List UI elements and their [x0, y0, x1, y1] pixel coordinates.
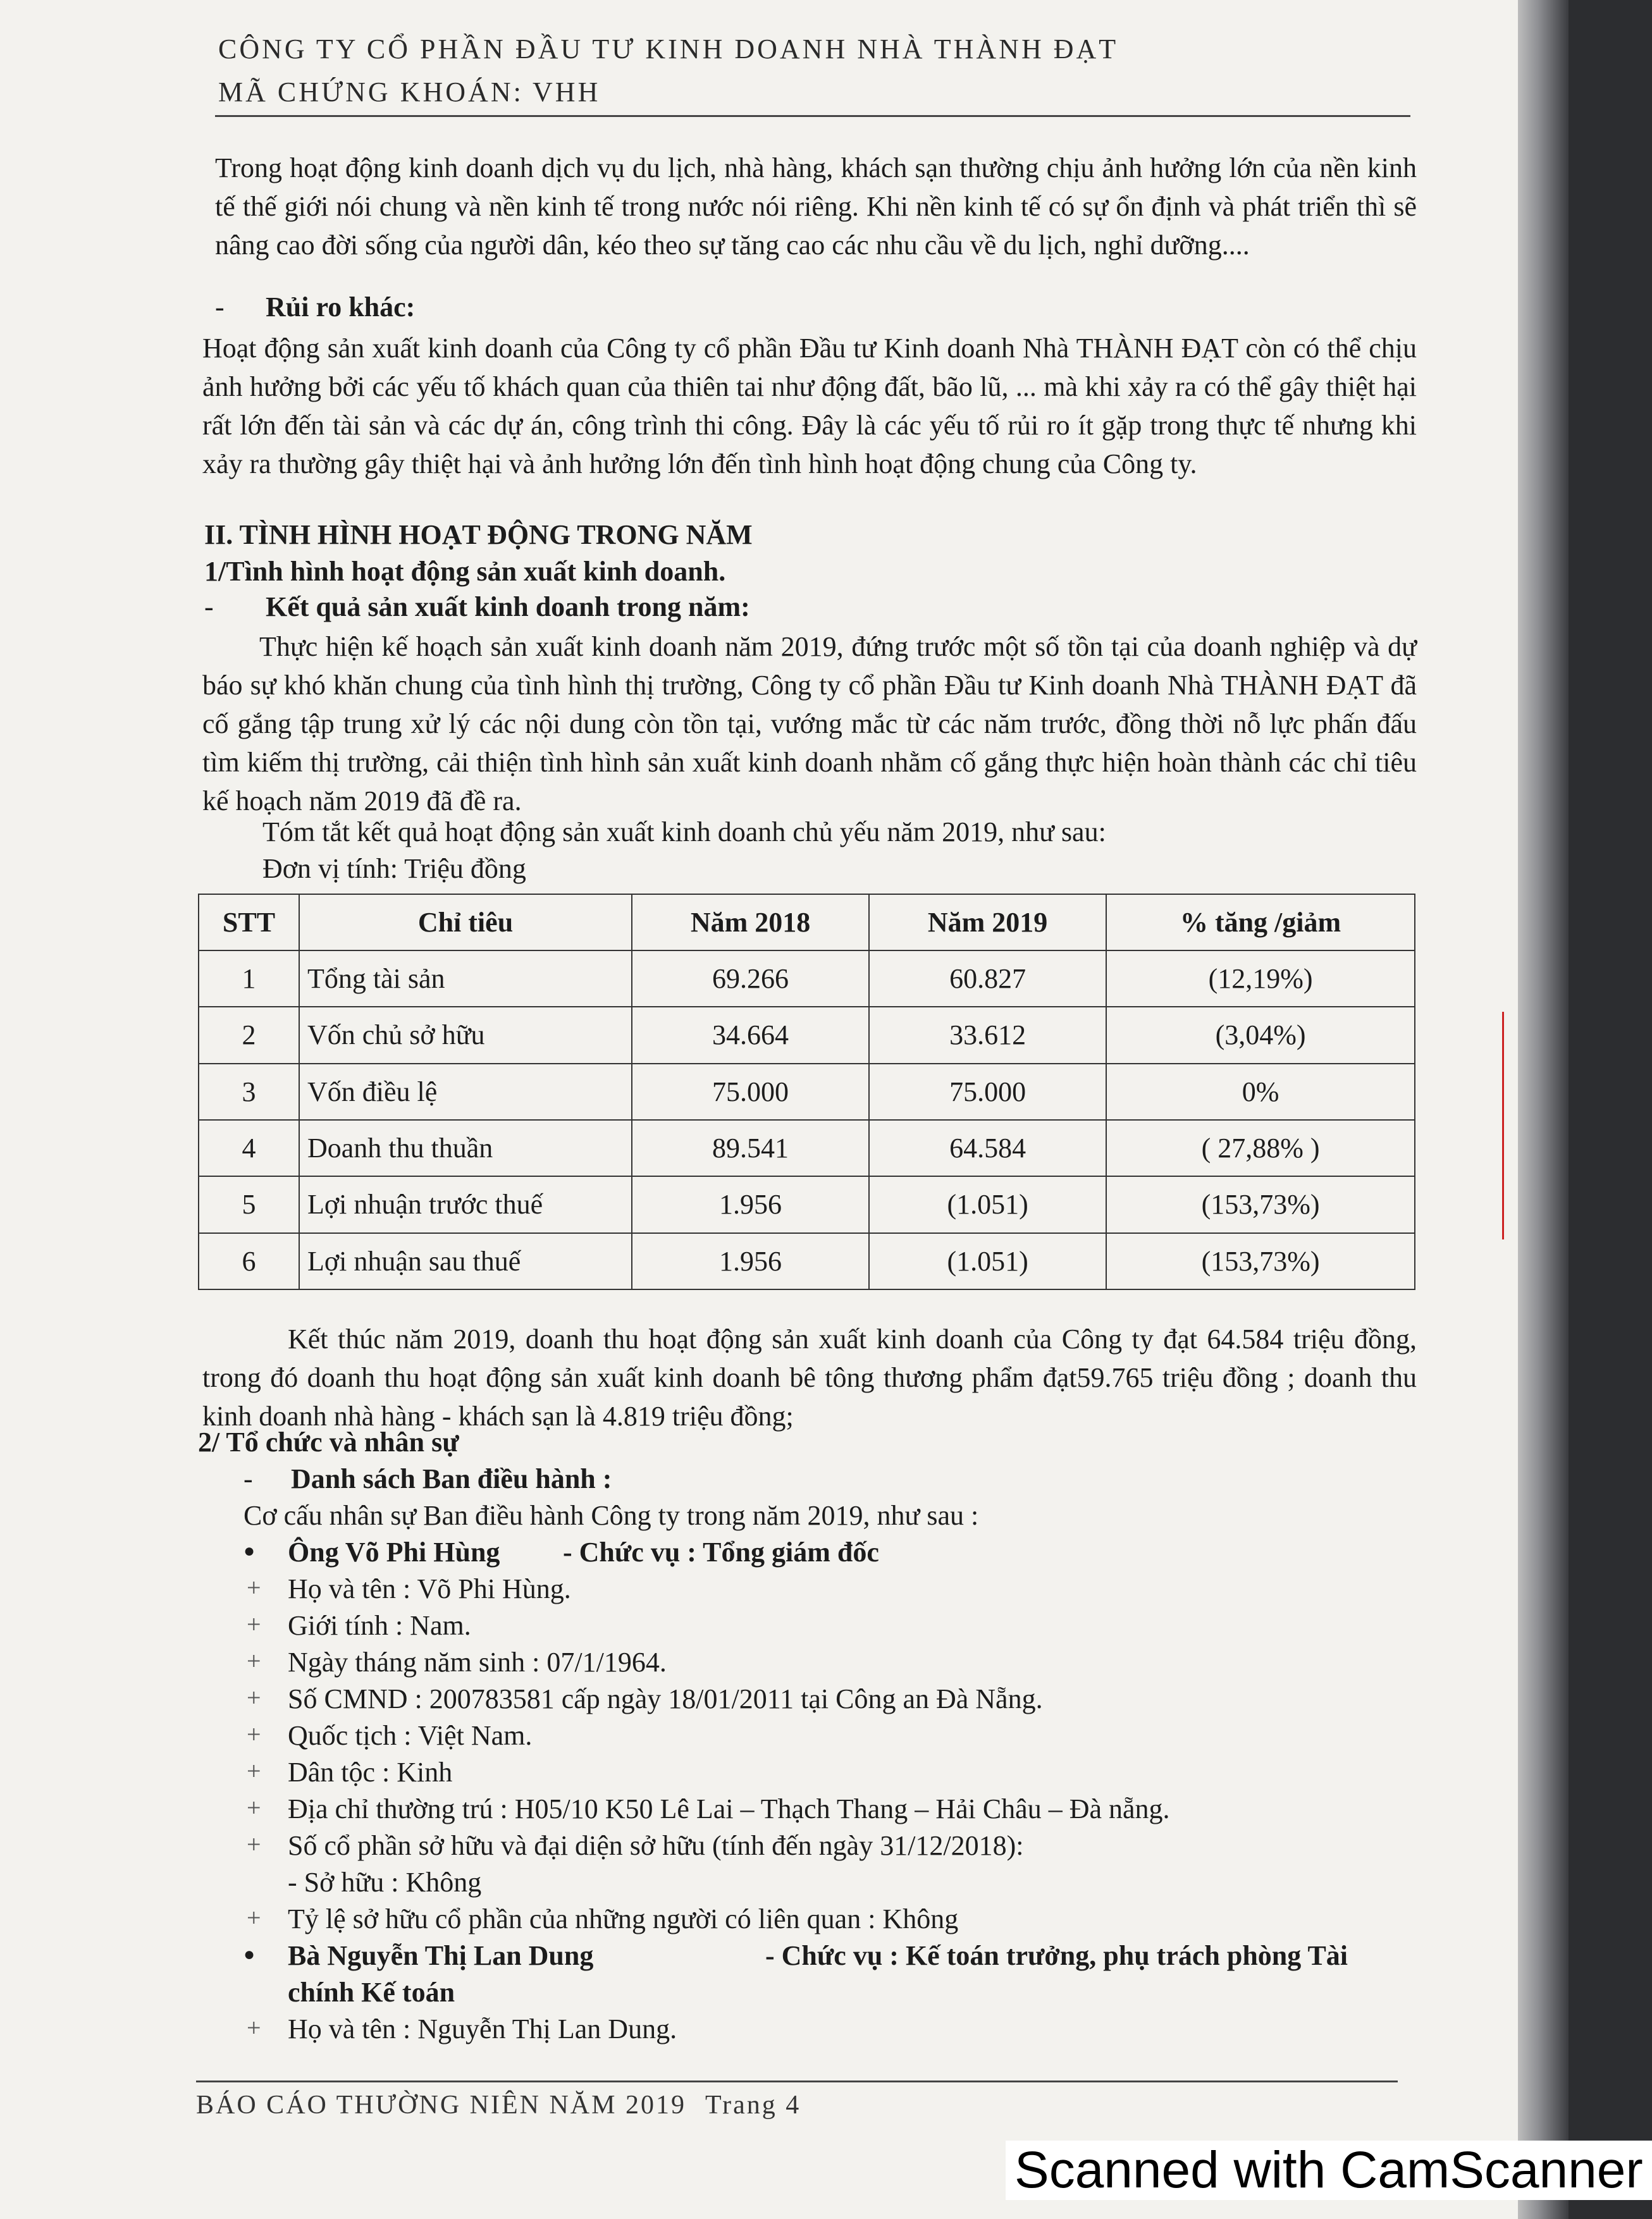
cell-2019: (1.051): [869, 1176, 1106, 1232]
header-divider: [215, 115, 1410, 117]
other-risk-bullet: -: [215, 292, 225, 323]
cell-stt: 3: [199, 1064, 299, 1120]
cell-2018: 89.541: [632, 1120, 869, 1176]
header-stt: STT: [199, 894, 299, 950]
cell-stt: 1: [199, 950, 299, 1007]
table-row: [199, 1176, 1415, 1232]
table-row: [199, 1007, 1415, 1063]
header-2019: Năm 2019: [869, 894, 1106, 950]
person1-related: Tỷ lệ sở hữu cổ phần của những người có liên quan : Không: [288, 1903, 959, 1934]
table-row: [199, 1233, 1415, 1289]
cell-2018: 34.664: [632, 1007, 869, 1063]
subsection-title: 1/Tình hình hoạt động sản xuất kinh doanh.: [204, 556, 726, 587]
detail-marker: +: [247, 1793, 261, 1822]
person1-owned: - Sở hữu : Không: [288, 1867, 482, 1898]
cell-2019: 33.612: [869, 1007, 1106, 1063]
section-title: II. TÌNH HÌNH HOẠT ĐỘNG TRONG NĂM: [204, 519, 753, 550]
table-header-row: [199, 894, 1415, 950]
cell-indicator: Lợi nhuận trước thuế: [299, 1176, 632, 1232]
person2-bullet: ●: [243, 1944, 256, 1965]
cell-2018: 69.266: [632, 950, 869, 1007]
cell-2019: 64.584: [869, 1120, 1106, 1176]
person1-detail: Địa chỉ thường trú : H05/10 K50 Lê Lai – Thạch Thang – Hải Châu – Đà nẵng.: [288, 1793, 1170, 1824]
stock-code: MÃ CHỨNG KHOÁN: VHH: [218, 77, 601, 108]
cell-indicator: Vốn điều lệ: [299, 1064, 632, 1120]
cell-indicator: Lợi nhuận sau thuế: [299, 1233, 632, 1289]
footer-page: Trang 4: [705, 2091, 801, 2120]
other-risk-title: Rủi ro khác:: [266, 292, 416, 323]
results-title: Kết quả sản xuất kinh doanh trong năm:: [266, 591, 750, 622]
header-change: % tăng /giảm: [1106, 894, 1415, 950]
board-title: Danh sách Ban điều hành :: [291, 1463, 612, 1494]
person2-role: - Chức vụ : Kế toán trưởng, phụ trách phòng Tài: [765, 1940, 1348, 1971]
person1-detail: Quốc tịch : Việt Nam.: [288, 1720, 533, 1751]
person1-detail: Số CMND : 200783581 cấp ngày 18/01/2011 tại Công an Đà Nẵng.: [288, 1683, 1043, 1714]
cell-change: (153,73%): [1106, 1233, 1415, 1289]
person1-detail: Dân tộc : Kinh: [288, 1757, 453, 1788]
cell-indicator: Doanh thu thuần: [299, 1120, 632, 1176]
other-risk-text: Hoạt động sản xuất kinh doanh của Công ty cổ phần Đầu tư Kinh doanh Nhà THÀNH ĐẠT còn có thể chịu ảnh hưởng bởi các yếu tố khách quan của thiên tai như động đất, bão lũ, ... mà khi xảy ra có thể gây thiệt hại rất lớn đến tài sản và các dự án, công trình thi công. Đây là các yếu tố rủi ro ít gặp trong thực tế nhưng khi xảy ra thường gây thiệt hại và ảnh hưởng lớn đến tình hình hoạt động chung của Công ty.: [202, 333, 1417, 479]
scanner-background-edge: [1518, 0, 1569, 2219]
conclusion-paragraph: Kết thúc năm 2019, doanh thu hoạt động sản xuất kinh doanh của Công ty đạt 64.584 triệu đồng, trong đó doanh thu hoạt động sản xuất kinh doanh bê tông thương phẩm đạt59.765 triệu đồng ; doanh thu kinh doanh nhà hàng - khách sạn là 4.819 triệu đồng;: [202, 1324, 1417, 1432]
detail-marker: +: [247, 2013, 261, 2042]
company-header: CÔNG TY CỔ PHẦN ĐẦU TƯ KINH DOANH NHÀ THÀNH ĐẠT: [218, 34, 1119, 65]
detail-marker: +: [247, 1683, 261, 1712]
cell-stt: 5: [199, 1176, 299, 1232]
org-section-title: 2/ Tổ chức và nhân sự: [198, 1427, 459, 1458]
cell-2019: 60.827: [869, 950, 1106, 1007]
person1-bullet: ●: [243, 1540, 256, 1561]
person2-detail: Họ và tên : Nguyễn Thị Lan Dung.: [288, 2013, 677, 2044]
cell-change: 0%: [1106, 1064, 1415, 1120]
person2-role-cont: chính Kế toán: [288, 1977, 455, 2008]
results-text: Thực hiện kế hoạch sản xuất kinh doanh năm 2019, đứng trước một số tồn tại của doanh nghiệp và dự báo sự khó khăn chung của tình hình thị trường, Công ty cổ phần Đầu tư Kinh doanh Nhà THÀNH ĐẠT đã cố gắng tập trung xử lý các nội dung còn tồn tại, vướng mắc từ các năm trước, đồng thời nỗ lực phấn đấu tìm kiếm thị trường, cải thiện tình hình sản xuất kinh doanh nhằm cố gắng thực hiện hoàn thành các chỉ tiêu kế hoạch năm 2019 đã đề ra.: [202, 631, 1417, 816]
cell-2018: 75.000: [632, 1064, 869, 1120]
cell-change: (12,19%): [1106, 950, 1415, 1007]
cell-2019: 75.000: [869, 1064, 1106, 1120]
table-row: [199, 1064, 1415, 1120]
cell-stt: 2: [199, 1007, 299, 1063]
person1-name: Ông Võ Phi Hùng: [288, 1537, 500, 1568]
detail-marker: +: [247, 1757, 261, 1785]
red-stamp-mark: [1502, 1012, 1520, 1239]
table-row: [199, 1120, 1415, 1176]
cell-indicator: Vốn chủ sở hữu: [299, 1007, 632, 1063]
person1-detail: Số cổ phần sở hữu và đại diện sở hữu (tính đến ngày 31/12/2018):: [288, 1830, 1024, 1861]
detail-marker: +: [247, 1720, 261, 1749]
footer-report: BÁO CÁO THƯỜNG NIÊN NĂM 2019: [196, 2091, 686, 2120]
footer-divider: [196, 2081, 1398, 2082]
summary-line: Tóm tắt kết quả hoạt động sản xuất kinh doanh chủ yếu năm 2019, như sau:: [262, 816, 1106, 847]
cell-change: (3,04%): [1106, 1007, 1415, 1063]
table-row: [199, 950, 1415, 1007]
person1-detail: Ngày tháng năm sinh : 07/1/1964.: [288, 1647, 667, 1678]
cell-2019: (1.051): [869, 1233, 1106, 1289]
cell-stt: 4: [199, 1120, 299, 1176]
detail-marker: +: [247, 1903, 261, 1932]
cell-change: ( 27,88% ): [1106, 1120, 1415, 1176]
results-table: [198, 894, 1415, 1290]
results-bullet: -: [204, 591, 214, 622]
cell-2018: 1.956: [632, 1176, 869, 1232]
header-2018: Năm 2018: [632, 894, 869, 950]
cell-change: (153,73%): [1106, 1176, 1415, 1232]
detail-marker: +: [247, 1647, 261, 1675]
header-indicator: Chỉ tiêu: [299, 894, 632, 950]
person2-name: Bà Nguyễn Thị Lan Dung: [288, 1940, 594, 1971]
board-intro: Cơ cấu nhân sự Ban điều hành Công ty trong năm 2019, như sau :: [243, 1500, 979, 1531]
person1-detail: Giới tính : Nam.: [288, 1610, 471, 1641]
cell-stt: 6: [199, 1233, 299, 1289]
board-bullet: -: [243, 1463, 253, 1494]
cell-indicator: Tổng tài sản: [299, 950, 632, 1007]
detail-marker: +: [247, 1830, 261, 1859]
intro-paragraph: Trong hoạt động kinh doanh dịch vụ du lịch, nhà hàng, khách sạn thường chịu ảnh hưởng lớn của nền kinh tế thế giới nói chung và nền kinh tế trong nước nói riêng. Khi nền kinh tế có sự ổn định và phát triển thì sẽ nâng cao đời sống của người dân, kéo theo sự tăng cao các nhu cầu về du lịch, nghỉ dưỡng....: [215, 152, 1417, 261]
person1-role: - Chức vụ : Tổng giám đốc: [563, 1537, 879, 1568]
person1-detail: Họ và tên : Võ Phi Hùng.: [288, 1573, 571, 1604]
detail-marker: +: [247, 1610, 261, 1638]
unit-line: Đơn vị tính: Triệu đồng: [262, 853, 526, 884]
camscanner-watermark: Scanned with CamScanner: [1006, 2141, 1652, 2200]
cell-2018: 1.956: [632, 1233, 869, 1289]
detail-marker: +: [247, 1573, 261, 1602]
